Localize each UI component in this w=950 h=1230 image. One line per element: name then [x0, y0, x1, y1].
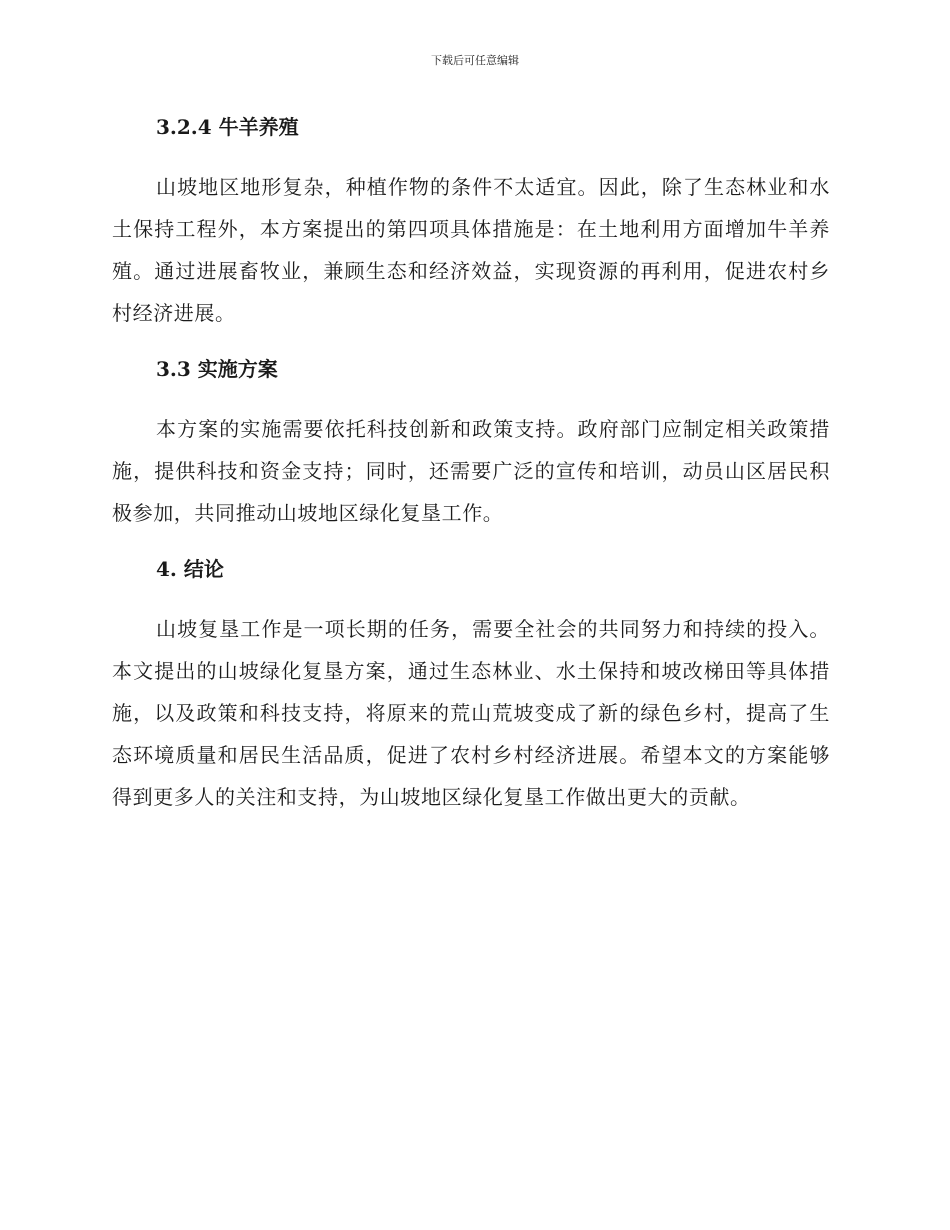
section-heading-4: 4. 结论: [156, 557, 224, 581]
section-paragraph-3-2-4: 山坡地区地形复杂，种植作物的条件不太适宜。因此，除了生态林业和水土保持工程外，本方案提出的第四项具体措施是：在土地利用方面增加牛羊养殖。通过进展畜牧业，兼顾生态和经济效益，实现资源的再利用，促进农村乡村经济进展。: [112, 175, 830, 325]
document-body: [112, 112, 830, 818]
section-heading-3-3: 3.3 实施方案: [156, 357, 278, 381]
page-header-note: 下载后可任意编辑: [431, 54, 519, 67]
section-paragraph-4: 山坡复垦工作是一项长期的任务，需要全社会的共同努力和持续的投入。本文提出的山坡绿化复垦方案，通过生态林业、水土保持和坡改梯田等具体措施，以及政策和科技支持，将原来的荒山荒坡变成了新的绿色乡村，提高了生态环境质量和居民生活品质，促进了农村乡村经济进展。希望本文的方案能够得到更多人的关注和支持，为山坡地区绿化复垦工作做出更大的贡献。: [112, 617, 830, 809]
section-heading-3-2-4: 3.2.4 牛羊养殖: [156, 115, 299, 139]
section-paragraph-3-3: 本方案的实施需要依托科技创新和政策支持。政府部门应制定相关政策措施，提供科技和资金支持；同时，还需要广泛的宣传和培训，动员山区居民积极参加，共同推动山坡地区绿化复垦工作。: [112, 417, 830, 525]
